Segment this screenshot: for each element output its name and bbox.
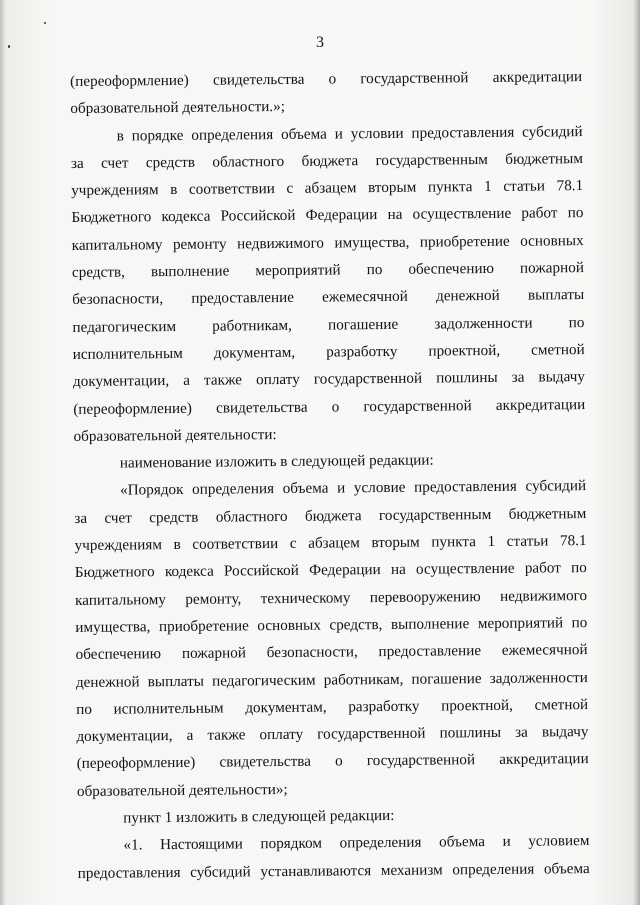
text-line: (переоформление) свидетельства о государственной аккредитации <box>73 395 586 418</box>
text-line: по исполнительным документам, разработку проектной, сметной <box>76 695 589 718</box>
page-number: 3 <box>316 34 324 51</box>
text-line: средств, выполнение мероприятий по обеспечению пожарной <box>71 259 585 282</box>
text-line: «Порядок определения объема и условие предоставления субсидий <box>119 477 587 499</box>
text-line: за счет средств областного бюджета государственным бюджетным <box>70 149 583 172</box>
text-line: (переоформление) свидетельства о государственной аккредитации <box>76 750 589 773</box>
text-line: имущества, приобретение основных средств, выполнение мероприятий по <box>75 613 588 636</box>
text-line: Бюджетного кодекса Российской Федерации на осуществление работ по <box>71 204 584 227</box>
text-line: пункт 1 изложить в следующей редакции: <box>123 806 395 827</box>
text-line: педагогическим работникам, погашение задолженности по <box>72 313 585 336</box>
text-line: наименование изложить в следующей редакции: <box>119 451 434 472</box>
text-line: учреждениям в соответствии с абзацем вторым пункта 1 статьи 78.1 <box>74 532 587 555</box>
document-body <box>70 63 590 887</box>
text-line: образовательной деятельности.»; <box>70 98 286 118</box>
text-line: документации, а также оплату государственной пошлины за выдачу <box>72 368 586 391</box>
text-line: исполнительным документам, разработку проектной, сметной <box>72 341 585 363</box>
scan-edge-shadow-left <box>0 0 6 905</box>
text-line: «1. Настоящими порядком определения объема и условием <box>123 832 590 854</box>
text-line: за счет средств областного бюджета государственным бюджетным <box>74 504 587 527</box>
text-line: безопасности, предоставление ежемесячной денежной выплаты <box>72 286 585 309</box>
text-line: предоставления субсидий устанавливаются механизм определения объема <box>77 859 590 882</box>
scan-speck <box>44 22 46 24</box>
text-line: капитальному ремонту, техническому перевооружению недвижимого <box>75 586 588 609</box>
text-line: обеспечению пожарной безопасности, предоставление ежемесячной <box>75 641 588 664</box>
text-line: учреждениям в соответствии с абзацем вторым пункта 1 статьи 78.1 <box>71 177 584 200</box>
text-line: денежной выплаты педагогическим работникам, погашение задолженности <box>75 668 588 691</box>
text-line: (переоформление) свидетельства о государственной аккредитации <box>70 68 583 90</box>
text-line: Бюджетного кодекса Российской Федерации на осуществление работ по <box>74 559 587 582</box>
text-line: капитальному ремонту недвижимого имущества, приобретение основных <box>71 231 584 254</box>
text-line: документации, а также оплату государственной пошлины за выдачу <box>76 723 589 746</box>
scan-edge-shadow-right <box>633 0 640 905</box>
text-line: в порядке определения объема и условии предоставления субсидий <box>116 122 583 145</box>
text-line: образовательной деятельности: <box>73 425 277 445</box>
text-line: образовательной деятельности»; <box>76 780 288 800</box>
